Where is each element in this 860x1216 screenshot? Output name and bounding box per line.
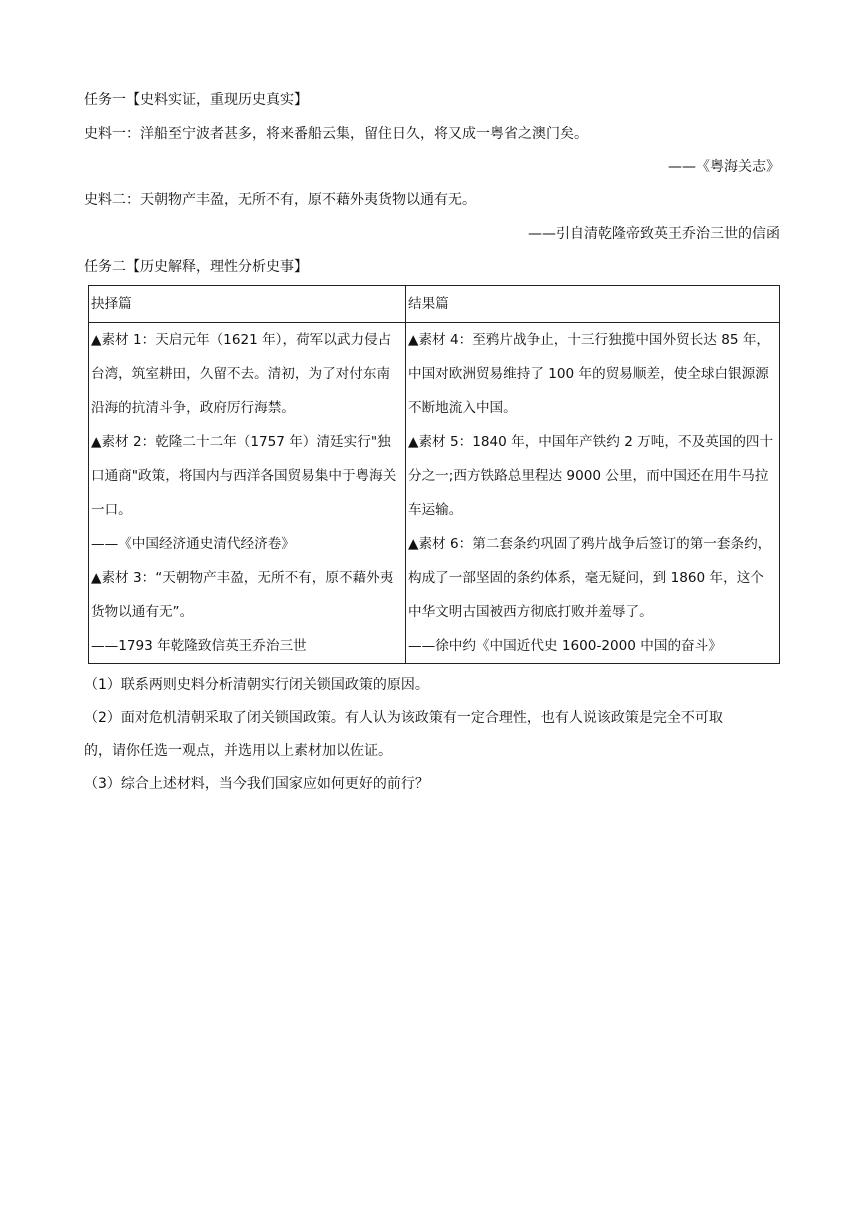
material-2: ▲素材 2：乾隆二十二年（1757 年）清廷实行"独口通商"政策，将国内与西洋各国贸易集中于粤海关一口。 [91,434,397,518]
table-header-row [89,286,780,323]
material-6: ▲素材 6：第二套条约巩固了鸦片战争后签订的第一套条约，构成了一部坚固的条约体系，毫无疑问，到 1860 年，这个中华文明古国被西方彻底打败并羞辱了。 [408,536,772,620]
result-column [406,323,780,664]
question-1: （1）联系两则史料分析清朝实行闭关锁国政策的原因。 [84,677,429,693]
table-row [89,323,780,664]
task1-heading: 任务一【史料实证，重现历史真实】 [84,92,308,108]
choice-column [89,323,406,664]
source2-citation: ——引自清乾隆帝致英王乔治三世的信函 [528,226,780,242]
material-1: ▲素材 1：天启元年（1621 年），荷军以武力侵占台湾，筑室耕田，久留不去。清初，为了对付东南沿海的抗清斗争，政府厉行海禁。 [91,332,392,416]
source1-citation: ——《粤海关志》 [668,159,780,175]
header-result: 结果篇 [406,286,780,323]
header-choice: 抉择篇 [89,286,406,323]
material-2-source: ——《中国经济通史清代经济卷》 [91,536,295,552]
material-3: ▲素材 3：“天朝物产丰盈，无所不有，原不藉外夷货物以通有无”。 [91,570,394,620]
source1-text: 史料一：洋船至宁波者甚多，将来番船云集，留住日久，将又成一粤省之澳门矣。 [84,126,588,142]
question-3: （3）综合上述材料，当今我们国家应如何更好的前行？ [84,776,429,792]
question-2-continued: 的，请你任选一观点，并选用以上素材加以佐证。 [84,743,392,759]
material-3-source: ——1793 年乾隆致信英王乔治三世 [91,638,307,654]
material-6-source: ——徐中约《中国近代史 1600-2000 中国的奋斗》 [408,638,722,654]
materials-table [88,285,780,664]
source2-text: 史料二：天朝物产丰盈，无所不有，原不藉外夷货物以通有无。 [84,192,476,208]
question-2: （2）面对危机清朝采取了闭关锁国政策。有人认为该政策有一定合理性，也有人说该政策是完全不可取 [84,710,723,726]
material-5: ▲素材 5：1840 年，中国年产铁约 2 万吨，不及英国的四十分之一;西方铁路总里程达 9000 公里，而中国还在用牛马拉车运输。 [408,434,774,518]
task2-heading: 任务二【历史解释，理性分析史事】 [84,259,308,275]
material-4: ▲素材 4：至鸦片战争止，十三行独揽中国外贸长达 85 年，中国对欧洲贸易维持了 100 年的贸易顺差，使全球白银源源不断地流入中国。 [408,332,771,416]
